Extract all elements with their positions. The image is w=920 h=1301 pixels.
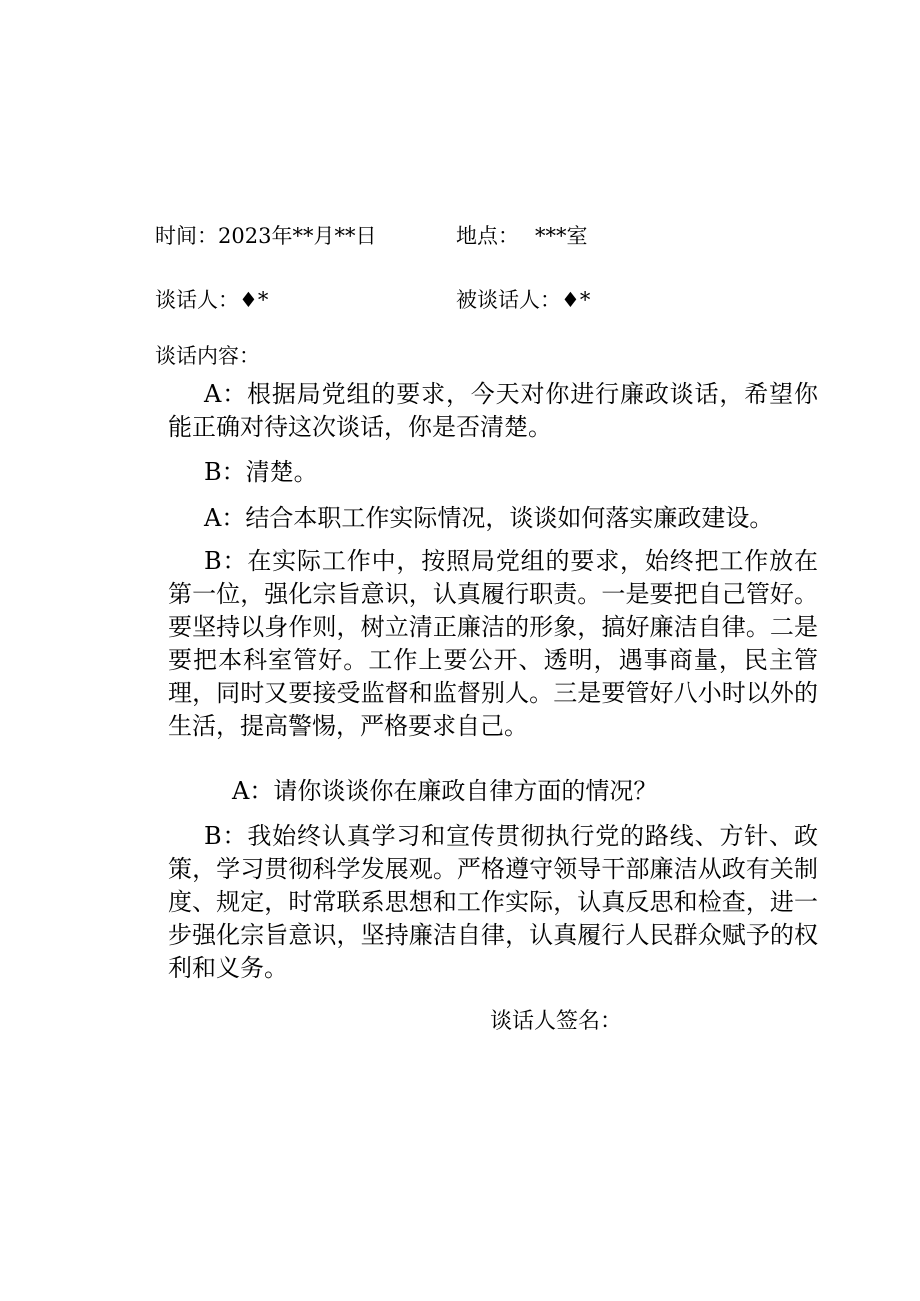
listener-field: [456, 286, 590, 314]
place-label: 地点：: [456, 224, 519, 248]
place-value: ***室: [535, 224, 588, 248]
listener-value: ♦*: [561, 288, 591, 312]
dialogue-paragraph-1: A：根据局党组的要求，今天对你进行廉政谈话，希望你能正确对待这次谈话，你是否清楚。: [168, 380, 818, 441]
time-value: 2023年**月**日: [218, 224, 377, 248]
dialogue-paragraph-3: A：结合本职工作实际情况，谈谈如何落实廉政建设。: [204, 504, 774, 532]
signature-label: 谈话人签名：: [490, 1009, 623, 1034]
dialogue-paragraph-6: B：我始终认真学习和宣传贯彻执行党的路线、方针、政策，学习贯彻科学发展观。严格遵守领导干部廉洁从政有关制度、规定，时常联系思想和工作实际，认真反思和检查，进一步强化宗旨意识，坚持廉洁自律，认真履行人民群众赋予的权利和义务。: [168, 822, 818, 982]
dialogue-paragraph-2: B：清楚。: [204, 458, 318, 486]
place-field: [456, 222, 588, 250]
speaker-field: [155, 286, 268, 314]
time-label: 时间：: [155, 224, 218, 248]
content-label: 谈话内容：: [155, 344, 260, 368]
dialogue-paragraph-5: A：请你谈谈你在廉政自律方面的情况？: [232, 777, 658, 805]
listener-label: 被谈话人：: [456, 288, 561, 312]
speaker-label: 谈话人：: [155, 288, 239, 312]
time-field: [155, 222, 376, 250]
dialogue-paragraph-4: B：在实际工作中，按照局党组的要求，始终把工作放在第一位，强化宗旨意识，认真履行职责。一是要把自己管好。要坚持以身作则，树立清正廉洁的形象，搞好廉洁自律。二是要把本科室管好。工作上要公开、透明，遇事商量，民主管理，同时又要接受监督和监督别人。三是要管好八小时以外的生活，提高警惕，严格要求自己。: [168, 547, 818, 740]
speaker-value: ♦*: [239, 288, 269, 312]
